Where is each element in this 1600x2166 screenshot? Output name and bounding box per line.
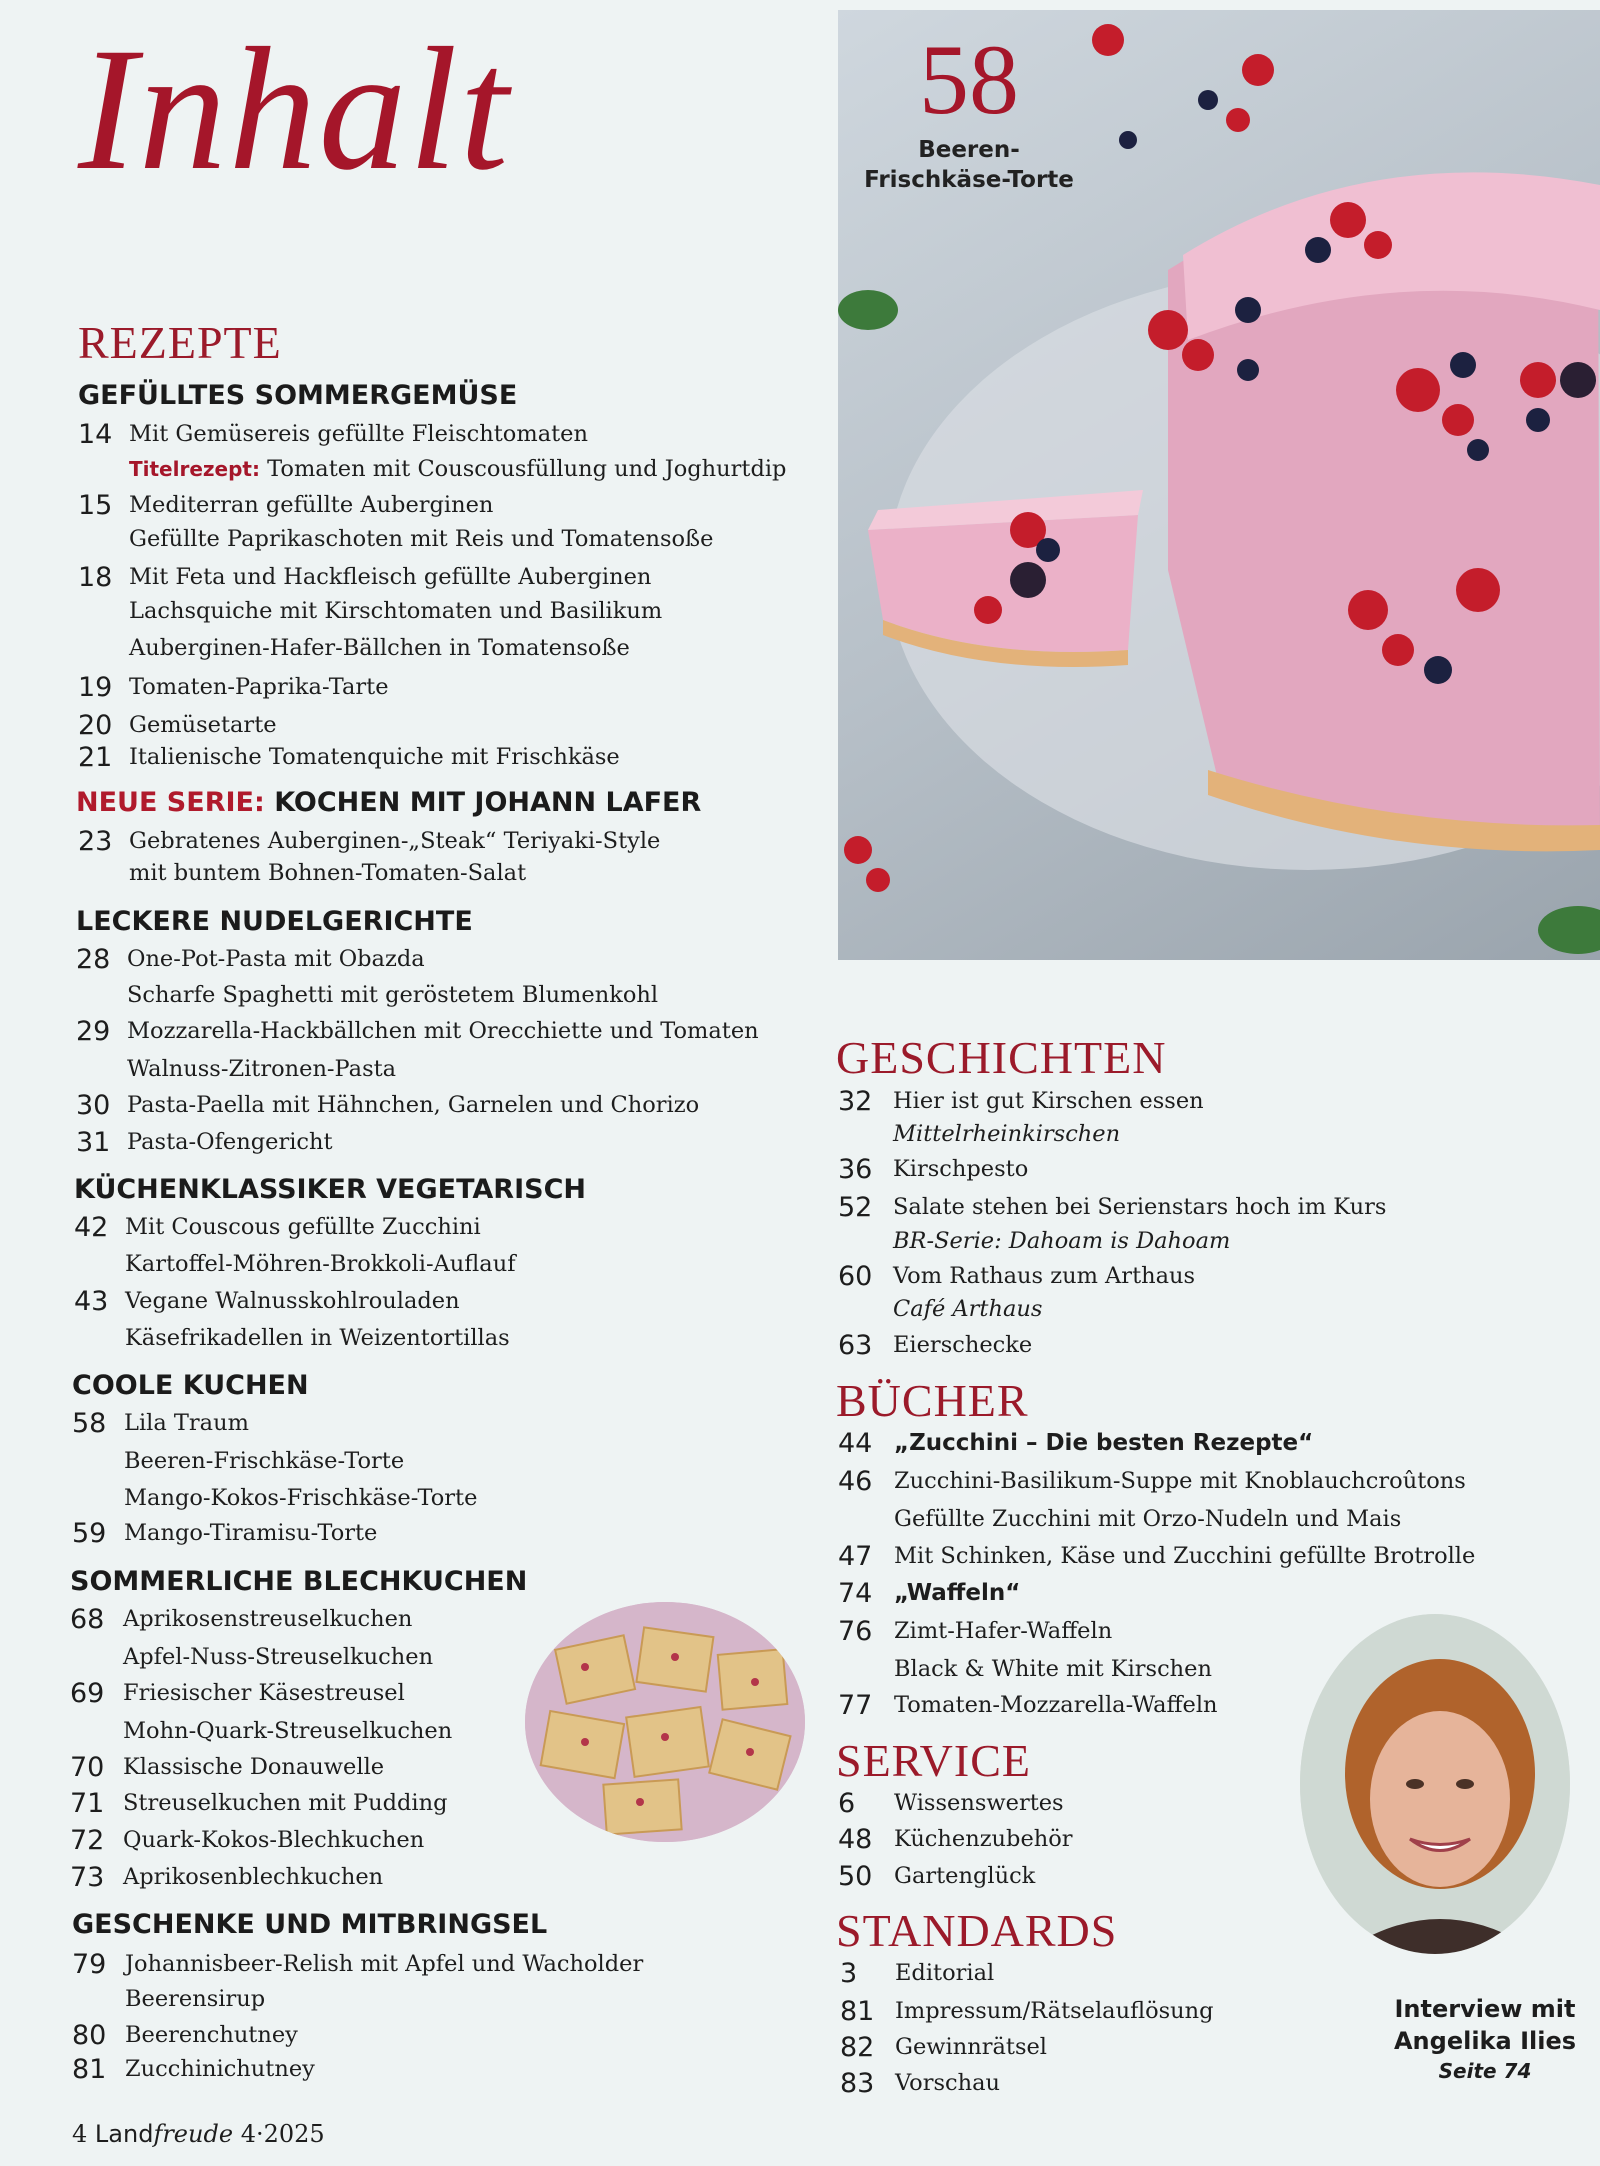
issue-number: 4·2025 [240,2120,325,2148]
toc-title: Johannisbeer-Relish mit Apfel und Wacholder [125,1951,644,1977]
person-photo [1300,1614,1570,1954]
toc-title: Gebratenes Auberginen-„Steak“ Teriyaki-Style [129,828,661,854]
toc-title: Auberginen-Hafer-Bällchen in Tomatensoße [129,635,630,661]
toc-title: Kirschpesto [893,1156,1029,1182]
category-title: LECKERE NUDELGERICHTE [76,906,473,937]
toc-title: Editorial [895,1960,995,1986]
toc-page-number: 69 [70,1678,105,1709]
toc-page-number: 15 [78,490,113,521]
toc-title: Mediterran gefüllte Auberginen [129,492,494,518]
toc-entry[interactable] [123,1646,433,1669]
toc-title: Mit Schinken, Käse und Zucchini gefüllte Brotrolle [894,1543,1476,1569]
category-title-text: KOCHEN MIT JOHANN LAFER [274,787,702,818]
toc-page-number: 28 [76,944,111,975]
toc-entry[interactable] [893,1123,1120,1146]
toc-page-number: 83 [840,2068,875,2099]
toc-subtitle: BR-Serie: Dahoam is Dahoam [893,1228,1231,1254]
toc-subtitle: Café Arthaus [893,1296,1043,1322]
toc-page-number: 21 [78,742,113,773]
toc-entry[interactable] [129,458,786,481]
toc-entry[interactable] [127,984,658,1007]
toc-title: Gefüllte Paprikaschoten mit Reis und Tomatensoße [129,526,714,552]
section-heading-standards: STANDARDS [836,1905,1118,1956]
toc-page-number: 19 [78,672,113,703]
toc-entry[interactable] [125,1988,265,2011]
toc-page-number: 82 [840,2032,875,2063]
toc-page-number: 77 [838,1690,873,1721]
blechkuchen-photo [525,1602,805,1842]
toc-title: Gewinnrätsel [895,2034,1047,2060]
cake-feature-label-line1: Beeren- [918,137,1020,163]
toc-page-number: 73 [70,1862,105,1893]
toc-entry[interactable] [129,600,662,623]
toc-title: Lila Traum [124,1410,249,1436]
toc-page-number: 48 [838,1824,873,1855]
toc-page-number: 36 [838,1154,873,1185]
title-recipe-tag: Titelrezept: [129,457,260,481]
category-title: GESCHENKE UND MITBRINGSEL [72,1909,548,1940]
toc-title: Lachsquiche mit Kirschtomaten und Basilikum [129,598,663,624]
toc-page-number: 63 [838,1330,873,1361]
toc-title: Mohn-Quark-Streuselkuchen [123,1718,453,1744]
toc-title: Mozzarella-Hackbällchen mit Orecchiette und Tomaten [127,1018,759,1044]
toc-page-number: 20 [78,710,113,741]
toc-page-number: 44 [838,1428,873,1459]
category-title: GEFÜLLTES SOMMERGEMÜSE [78,380,518,411]
toc-page-number: 76 [838,1616,873,1647]
toc-title: One-Pot-Pasta mit Obazda [127,946,425,972]
toc-title: Gemüsetarte [129,712,277,738]
interview-caption [1370,1993,1600,2085]
interview-page: Seite 74 [1438,2058,1532,2083]
toc-page-number: 81 [72,2054,107,2085]
toc-entry[interactable] [129,862,526,885]
category-title [76,789,701,816]
book-title: „Waffeln“ [894,1580,1021,1606]
toc-title: Zucchini-Basilikum-Suppe mit Knoblauchcroûtons [894,1468,1466,1494]
toc-title: Beeren-Frischkäse-Torte [124,1448,405,1474]
toc-entry[interactable] [125,1327,510,1350]
toc-page-number: 79 [72,1949,107,1980]
toc-title: Klassische Donauwelle [123,1754,385,1780]
toc-title: Aprikosenblechkuchen [123,1864,384,1890]
toc-page-number: 43 [74,1286,109,1317]
category-title: KÜCHENKLASSIKER VEGETARISCH [74,1174,586,1205]
footer-page-number: 4 [72,2120,88,2148]
toc-title: Tomaten-Paprika-Tarte [129,674,389,700]
cake-feature-caption [838,24,1100,196]
toc-title: Tomaten-Mozzarella-Waffeln [894,1692,1218,1718]
toc-page-number: 71 [70,1788,105,1819]
toc-page-number: 70 [70,1752,105,1783]
interview-line1: Interview mit [1394,1995,1576,2023]
toc-page-number: 42 [74,1212,109,1243]
toc-entry[interactable] [894,1658,1212,1681]
toc-title: Pasta-Paella mit Hähnchen, Garnelen und Chorizo [127,1092,700,1118]
toc-page-number: 47 [838,1541,873,1572]
toc-page-number: 50 [838,1861,873,1892]
toc-title: Zimt-Hafer-Waffeln [894,1618,1113,1644]
toc-title: Black & White mit Kirschen [894,1656,1212,1682]
category-title-highlight: NEUE SERIE: [76,787,265,818]
page-title: Inhalt [78,12,511,207]
toc-title: Friesischer Käsestreusel [123,1680,405,1706]
toc-title: Aprikosenstreuselkuchen [123,1606,413,1632]
toc-entry[interactable] [124,1450,404,1473]
toc-title: Zucchinichutney [125,2056,315,2082]
toc-title: Wissenswertes [894,1790,1064,1816]
toc-page-number: 80 [72,2020,107,2051]
toc-page-number: 68 [70,1604,105,1635]
portrait-illustration [1300,1614,1570,1954]
toc-title: Küchenzubehör [894,1826,1073,1852]
toc-page-number: 59 [72,1518,107,1549]
toc-page-number: 14 [78,419,113,450]
toc-page-number: 46 [838,1466,873,1497]
toc-entry[interactable] [893,1230,1230,1253]
toc-entry[interactable] [893,1298,1042,1321]
toc-title: Walnuss-Zitronen-Pasta [127,1056,397,1082]
toc-title: Käsefrikadellen in Weizentortillas [125,1325,510,1351]
toc-page-number: 31 [76,1127,111,1158]
toc-title: Beerenchutney [125,2022,298,2048]
toc-title: Eierschecke [893,1332,1033,1358]
section-heading-buecher: BÜCHER [836,1375,1029,1426]
toc-entry[interactable] [124,1487,477,1510]
toc-title: Gefüllte Zucchini mit Orzo-Nudeln und Mais [894,1506,1402,1532]
toc-title: Gartenglück [894,1863,1036,1889]
toc-page-number: 30 [76,1090,111,1121]
toc-subtitle: Mittelrheinkirschen [893,1121,1121,1147]
toc-title: Tomaten mit Couscousfüllung und Joghurtdip [267,456,787,482]
toc-page-number: 29 [76,1016,111,1047]
toc-page-number: 3 [840,1958,858,1989]
toc-title: Kartoffel-Möhren-Brokkoli-Auflauf [125,1251,516,1277]
toc-title: Mango-Kokos-Frischkäse-Torte [124,1485,478,1511]
cake-feature-label-line2: Frischkäse-Torte [864,166,1074,193]
toc-title: mit buntem Bohnen-Tomaten-Salat [129,860,527,886]
streusel-illustration [525,1602,805,1842]
toc-entry[interactable] [129,528,713,551]
toc-title: Hier ist gut Kirschen essen [893,1088,1204,1114]
toc-page-number: 6 [838,1788,856,1819]
toc-entry[interactable] [123,1720,452,1743]
toc-page-number: 23 [78,826,113,857]
toc-title: Mango-Tiramisu-Torte [124,1520,378,1546]
cake-feature-page: 58 [919,24,1019,135]
toc-title: Quark-Kokos-Blechkuchen [123,1827,425,1853]
toc-entry[interactable] [129,637,630,660]
toc-title: Salate stehen bei Serienstars hoch im Kurs [893,1194,1387,1220]
toc-title: Streuselkuchen mit Pudding [123,1790,448,1816]
toc-title: Mit Couscous gefüllte Zucchini [125,1214,481,1240]
toc-page-number: 18 [78,562,113,593]
section-heading-service: SERVICE [836,1735,1031,1786]
toc-page-number: 32 [838,1086,873,1117]
page-footer [72,2120,325,2148]
toc-title: Beerensirup [125,1986,266,2012]
toc-title: Vegane Walnusskohlrouladen [125,1288,460,1314]
toc-title: Italienische Tomatenquiche mit Frischkäse [129,744,620,770]
toc-page-number: 72 [70,1825,105,1856]
section-heading-geschichten: GESCHICHTEN [836,1032,1167,1083]
toc-title: Impressum/Rätselauflösung [895,1998,1214,2024]
toc-entry[interactable] [125,1253,516,1276]
toc-title: Pasta-Ofengericht [127,1129,333,1155]
magazine-name: Landfreude [94,2120,234,2148]
interview-line2: Angelika Ilies [1393,2027,1577,2056]
toc-entry[interactable] [894,1508,1401,1531]
section-heading-rezepte: REZEPTE [78,317,282,368]
toc-page-number: 81 [840,1996,875,2027]
toc-page-number: 58 [72,1408,107,1439]
toc-title: Vom Rathaus zum Arthaus [893,1263,1196,1289]
toc-title: Mit Feta und Hackfleisch gefüllte Auberginen [129,564,652,590]
toc-page-number: 74 [838,1578,873,1609]
toc-title: Apfel-Nuss-Streuselkuchen [123,1644,434,1670]
toc-title: Vorschau [895,2070,1001,2096]
toc-title: Scharfe Spaghetti mit geröstetem Blumenkohl [127,982,659,1008]
book-title: „Zucchini – Die besten Rezepte“ [894,1430,1314,1456]
category-title: SOMMERLICHE BLECHKUCHEN [70,1566,528,1597]
toc-title: Mit Gemüsereis gefüllte Fleischtomaten [129,421,588,447]
category-title: COOLE KUCHEN [72,1370,309,1401]
toc-page-number: 52 [838,1192,873,1223]
toc-entry[interactable] [127,1058,396,1081]
toc-page-number: 60 [838,1261,873,1292]
